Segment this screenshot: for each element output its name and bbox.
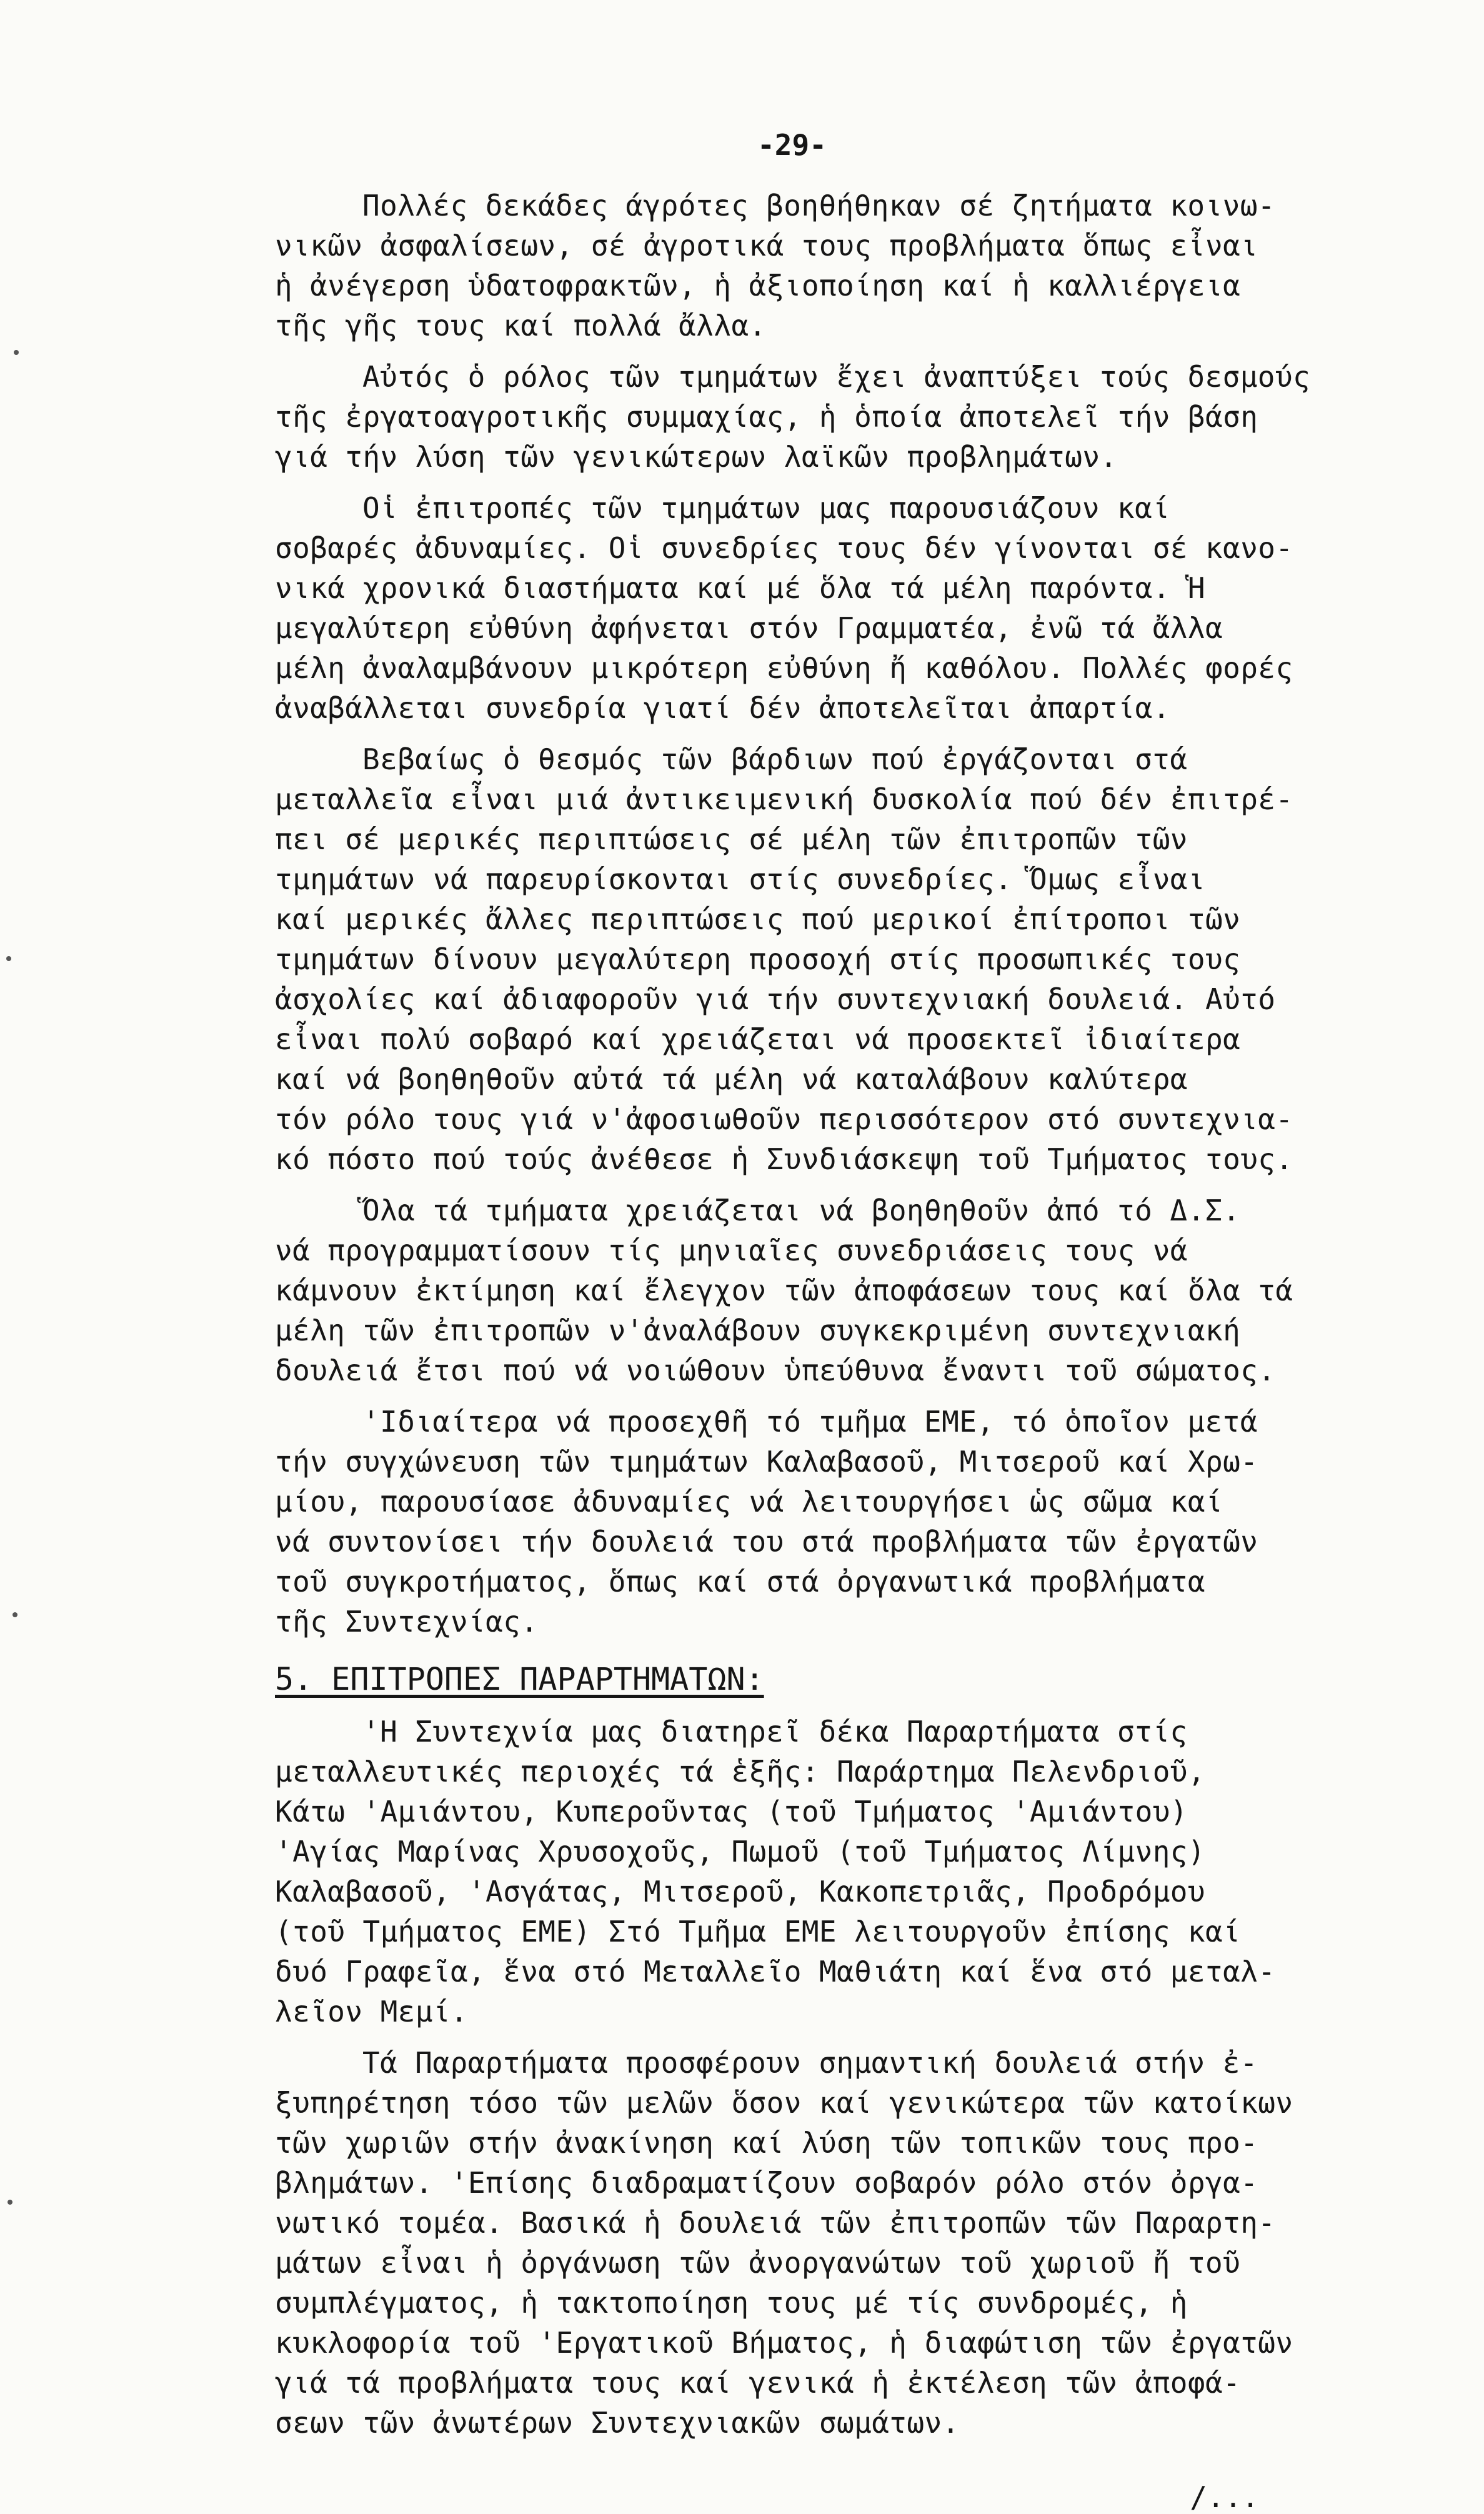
text-line: μεγαλύτερη εὐθύνη ἀφήνεται στόν Γραμματέα, ἐνῶ τά ἄλλα (275, 611, 1223, 645)
text-line: τμημάτων δίνουν μεγαλύτερη προσοχή στίς προσωπικές τους (275, 942, 1241, 976)
margin-speck (6, 956, 11, 961)
text-line: πει σέ μερικές περιπτώσεις σέ μέλη τῶν ἐπιτροπῶν τῶν (275, 822, 1188, 856)
text-line: τῆς Συντεχνίας. (275, 1605, 539, 1639)
text-line: εἶναι πολύ σοβαρό καί χρειάζεται νά προσεκτεῖ ἰδιαίτερα (275, 1022, 1241, 1056)
text-line: Τά Παραρτήματα προσφέρουν σημαντική δουλειά στήν ἐ- (362, 2046, 1258, 2080)
margin-speck (14, 350, 19, 355)
text-line: νικά χρονικά διαστήματα καί μέ ὅλα τά μέλη παρόντα. Ἡ (275, 571, 1205, 605)
continuation-mark: /... (1190, 2480, 1259, 2514)
text-line: τῆς γῆς τους καί πολλά ἄλλα. (275, 309, 767, 342)
text-line: Ὅλα τά τμήματα χρειάζεται νά βοηθηθοῦν ἀπό τό Δ.Σ. (362, 1194, 1240, 1227)
text-line: νικῶν ἀσφαλίσεων, σέ ἀγροτικά τους προβλήματα ὅπως εἶναι (275, 229, 1258, 262)
section-heading: 5. ΕΠΙΤΡΟΠΕΣ ΠΑΡΑΡΤΗΜΑΤΩΝ: (275, 1661, 764, 1697)
text-line: ἡ ἀνέγερση ὑδατοφρακτῶν, ἡ ἀξιοποίηση καί ἡ καλλιέργεια (275, 269, 1241, 302)
text-line: νά συντονίσει τήν δουλειά του στά προβλήματα τῶν ἐργατῶν (275, 1525, 1258, 1559)
text-line: τῶν χωριῶν στήν ἀνακίνηση καί λύση τῶν τοπικῶν τους προ- (275, 2126, 1258, 2160)
text-line: νά προγραμματίσουν τίς μηνιαῖες συνεδριάσεις τους νά (275, 1234, 1188, 1267)
text-line: ἀσχολίες καί ἀδιαφοροῦν γιά τήν συντεχνιακή δουλειά. Αὐτό (275, 982, 1276, 1016)
text-line: γιά τήν λύση τῶν γενικώτερων λαϊκῶν προβλημάτων. (275, 440, 1118, 474)
paragraph (275, 488, 1403, 728)
section-body-text (275, 1712, 1403, 2443)
text-line: μεταλλεῖα εἶναι μιά ἀντικειμενική δυσκολία πού δέν ἐπιτρέ- (275, 782, 1293, 816)
text-line: Πολλές δεκάδες άγρότες βοηθήθηκαν σέ ζητήματα κοινω- (362, 189, 1275, 222)
text-line: μέλη τῶν ἐπιτροπῶν ν'ἀναλάβουν συγκεκριμένη συντεχνιακή (275, 1314, 1241, 1347)
text-line: δυό Γραφεῖα, ἕνα στό Μεταλλεῖο Μαθιάτη καί ἕνα στό μεταλ- (275, 1955, 1276, 1988)
text-line: ξυπηρέτηση τόσο τῶν μελῶν ὅσον καί γενικώτερα τῶν κατοίκων (275, 2086, 1293, 2120)
text-line: μάτων εἶναι ἡ ὀργάνωση τῶν ἀνοργανώτων τοῦ χωριοῦ ἤ τοῦ (275, 2246, 1241, 2280)
text-line: καί μερικές ἄλλες περιπτώσεις πού μερικοί ἐπίτροποι τῶν (275, 902, 1241, 936)
text-line: σεων τῶν ἀνωτέρων Συντεχνιακῶν σωμάτων. (275, 2406, 960, 2440)
text-line: ἀναβάλλεται συνεδρία γιατί δέν ἀποτελεῖται ἀπαρτία. (275, 691, 1170, 725)
text-line: γιά τά προβλήματα τους καί γενικά ἡ ἐκτέλεση τῶν ἀποφά- (275, 2366, 1241, 2400)
text-line: κυκλοφορία τοῦ 'Εργατικοῦ Βήματος, ἡ διαφώτιση τῶν ἐργατῶν (275, 2326, 1293, 2360)
text-line: κό πόστο πού τούς ἀνέθεσε ἡ Συνδιάσκεψη τοῦ Τμήματος τους. (275, 1142, 1293, 1176)
paragraph (275, 357, 1403, 477)
text-line: δουλειά ἔτσι πού νά νοιώθουν ὑπεύθυνα ἔναντι τοῦ σώματος. (275, 1354, 1276, 1387)
text-line: Κάτω 'Αμιάντου, Κυπεροῦντας (τοῦ Τμήματος 'Αμιάντου) (275, 1795, 1188, 1828)
text-line: μέλη ἀναλαμβάνουν μικρότερη εὐθύνη ἤ καθόλου. Πολλές φορές (275, 651, 1293, 685)
page-number: -29- (757, 128, 827, 162)
text-line: βλημάτων. 'Επίσης διαδραματίζουν σοβαρόν ρόλο στόν ὀργα- (275, 2166, 1258, 2200)
paragraph (275, 1712, 1403, 2032)
text-line: σοβαρές ἀδυναμίες. Οἱ συνεδρίες τους δέν γίνονται σέ κανο- (275, 531, 1293, 565)
text-line: μίου, παρουσίασε ἀδυναμίες νά λειτουργήσει ὡς σῶμα καί (275, 1485, 1223, 1519)
text-line: τμημάτων νά παρευρίσκονται στίς συνεδρίες. Ὅμως εἶναι (275, 862, 1205, 896)
text-line: 'Αγίας Μαρίνας Χρυσοχοῦς, Πωμοῦ (τοῦ Τμήματος Λίμνης) (275, 1835, 1205, 1868)
text-line: κάμνουν ἐκτίμηση καί ἔλεγχον τῶν ἀποφάσεων τους καί ὅλα τά (275, 1274, 1293, 1307)
paragraph (275, 2043, 1403, 2443)
text-line: (τοῦ Τμήματος ΕΜΕ) Στό Τμῆμα ΕΜΕ λειτουργοῦν ἐπίσης καί (275, 1915, 1241, 1948)
margin-speck (7, 2200, 12, 2205)
body-text (275, 186, 1403, 1642)
text-line: συμπλέγματος, ἡ τακτοποίηση τους μέ τίς συνδρομές, ἡ (275, 2286, 1188, 2320)
paragraph (275, 186, 1403, 346)
text-line: τοῦ συγκροτήματος, ὅπως καί στά ὀργανωτικά προβλήματα (275, 1565, 1205, 1599)
text-line: 'Η Συντεχνία μας διατηρεῖ δέκα Παραρτήματα στίς (362, 1715, 1188, 1748)
text-line: καί νά βοηθηθοῦν αὐτά τά μέλη νά καταλάβουν καλύτερα (275, 1062, 1188, 1096)
text-line: νωτικό τομέα. Βασικά ἡ δουλειά τῶν ἐπιτροπῶν τῶν Παραρτη- (275, 2206, 1276, 2240)
text-line: Βεβαίως ὁ θεσμός τῶν βάρδιων πού ἐργάζονται στά (362, 742, 1188, 776)
text-line: τῆς ἐργατοαγροτικῆς συμμαχίας, ἡ ὁποία ἀποτελεῖ τήν βάση (275, 400, 1258, 434)
text-line: Αὐτός ὁ ρόλος τῶν τμημάτων ἔχει ἀναπτύξει τούς δεσμούς (362, 360, 1311, 394)
text-line: 'Ιδιαίτερα νά προσεχθῆ τό τμῆμα ΕΜΕ, τό ὁποῖον μετά (362, 1405, 1258, 1439)
paragraph (275, 739, 1403, 1179)
text-line: Καλαβασοῦ, 'Ασγάτας, Μιτσεροῦ, Κακοπετριᾶς, Προδρόμου (275, 1875, 1205, 1908)
text-line: τόν ρόλο τους γιά ν'ἀφοσιωθοῦν περισσότερον στό συντεχνια- (275, 1102, 1293, 1136)
text-line: Οἱ ἐπιτροπές τῶν τμημάτων μας παρουσιάζουν καί (362, 491, 1170, 525)
text-line: μεταλλευτικές περιοχές τά ἑξῆς: Παράρτημα Πελενδριοῦ, (275, 1755, 1205, 1788)
text-line: λεῖον Μεμί. (275, 1995, 469, 2028)
margin-speck (12, 1612, 17, 1617)
paragraph (275, 1402, 1403, 1642)
paragraph (275, 1190, 1403, 1390)
text-line: τήν συγχώνευση τῶν τμημάτων Καλαβασοῦ, Μιτσεροῦ καί Χρω- (275, 1445, 1258, 1479)
